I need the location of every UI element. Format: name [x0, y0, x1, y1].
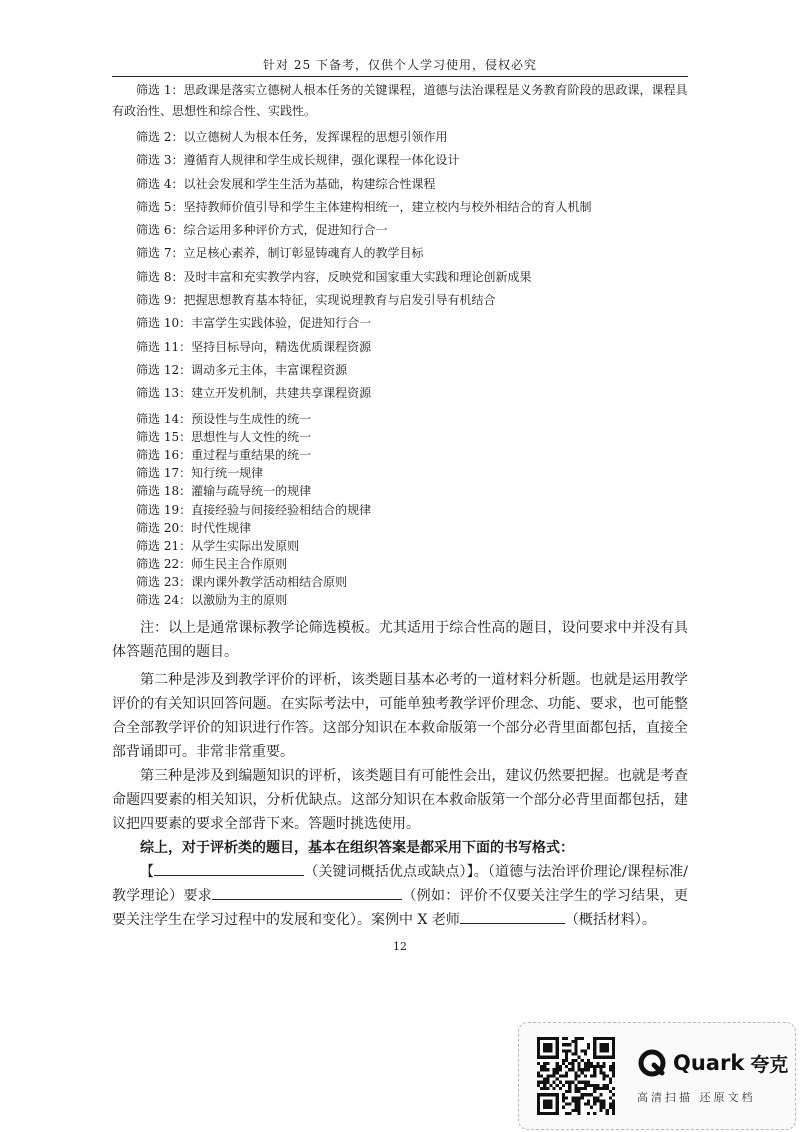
summary-heading: 综上，对于评析类的题目，基本在组织答案是都采用下面的书写格式：	[140, 839, 574, 856]
screening-item: 筛选 20：时代性规律	[136, 520, 252, 535]
screening-item: 筛选 9：把握思想教育基本特征，实现说理教育与启发引导有机结合	[136, 293, 496, 308]
theory-blank	[212, 885, 402, 900]
page-number: 12	[393, 940, 407, 953]
qr-code-icon	[537, 1037, 615, 1115]
template-open-bracket: 【	[140, 863, 155, 880]
material-blank	[460, 909, 565, 924]
template-hint-2: （概括材料）。	[564, 911, 656, 928]
quark-brand-cn: 夸克	[750, 1053, 789, 1076]
template-hint-1: （关键词概括优点或缺点）	[304, 863, 467, 880]
screening-item: 筛选 6：综合运用多种评价方式，促进知行合一	[136, 223, 388, 238]
note-paragraph: 注：以上是通常课标教学论筛选模板。尤其适用于综合性高的题目，设问要求中并没有具体答题范围的题目。	[112, 619, 688, 660]
answer-template	[112, 860, 688, 932]
screening-item: 筛选 2：以立德树人为根本任务，发挥课程的思想引领作用	[136, 130, 448, 144]
screening-item: 筛选 17：知行统一规律	[136, 466, 264, 481]
screening-item: 筛选 7：立足核心素养，制订彰显铸魂育人的教学目标	[136, 246, 424, 261]
screening-item: 筛选 10：丰富学生实践体验，促进知行合一	[136, 316, 372, 331]
screening-item: 筛选 3：遵循育人规律和学生成长规律，强化课程一体化设计	[136, 153, 460, 168]
screening-item: 筛选 19：直接经验与间接经验相结合的规律	[136, 502, 372, 517]
screening-item: 筛选 11：坚持目标导向，精选优质课程资源	[136, 339, 372, 354]
screening-item: 筛选 8：及时丰富和充实教学内容，反映党和国家重大实践和理论创新成果	[136, 269, 532, 284]
quark-brand	[637, 1047, 788, 1079]
intro-paragraph: 筛选 1：思政课是落实立德树人根本任务的关键课程，道德与法治课程是义务教育阶段的思政课，课程具有政治性、思想性和综合性、实践性。	[112, 83, 688, 118]
screening-list-a	[112, 126, 688, 406]
quark-watermark	[518, 1022, 796, 1130]
screening-item: 筛选 24：以激励为主的原则	[136, 593, 288, 608]
screening-item: 筛选 12：调动多元主体，丰富课程资源	[136, 362, 348, 377]
quark-brand-name: Quark	[673, 1051, 745, 1075]
screening-item: 筛选 16：重过程与重结果的统一	[136, 447, 312, 462]
screening-item: 筛选 15：思想性与人文性的统一	[136, 429, 312, 444]
quark-tagline: 高清扫描 还原文档	[637, 1091, 756, 1104]
keyword-blank	[154, 861, 304, 876]
page-body	[112, 80, 688, 932]
screening-item: 筛选 21：从学生实际出发原则	[136, 538, 300, 553]
screening-item: 筛选 14：预设性与生成性的统一	[136, 411, 312, 426]
question-design-paragraph: 第三种是涉及到编题知识的评析，该类题目有可能性会出，建议仍然要把握。也就是考查命题四要素的相关知识，分析优缺点。这部分知识在本救命版第一个部分必背里面都包括，建议把四要素的要求全部背下来。答题时挑选使用。	[112, 767, 688, 832]
screening-item: 筛选 23：课内课外教学活动相结合原则	[136, 575, 348, 590]
screening-item: 筛选 5：坚持教师价值引导和学生主体建构相统一，建立校内与校外相结合的育人机制	[136, 199, 592, 214]
template-example: （例如：评价不仅要关注学生的学习结果，更要关注学生在学习过程中的发展和变化）。案例中 X 老师	[112, 887, 689, 928]
screening-item: 筛选 13：建立开发机制，共建共享课程资源	[136, 386, 372, 401]
screening-list-b	[112, 410, 688, 610]
screening-item: 筛选 22：师生民主合作原则	[136, 557, 288, 572]
page-header: 针对 25 下备考，仅供个人学习使用，侵权必究	[112, 56, 688, 77]
template-mid: 】。（道德与法治评价理论/课程标准/教学理论）要求	[112, 863, 689, 904]
screening-item: 筛选 4：以社会发展和学生生活为基础，构建综合性课程	[136, 176, 436, 191]
quark-logo-icon	[637, 1048, 667, 1078]
screening-item: 筛选 18：灌输与疏导统一的规律	[136, 484, 312, 499]
evaluation-paragraph: 第二种是涉及到教学评价的评析，该类题目基本必考的一道材料分析题。也就是运用教学评价的有关知识回答问题。在实际考法中，可能单独考教学评价理念、功能、要求，也可能整合全部教学评价的知识进行作答。这部分知识在本救命版第一个部分必背里面都包括，直接全部背诵即可。非常非常重要。	[112, 671, 688, 760]
